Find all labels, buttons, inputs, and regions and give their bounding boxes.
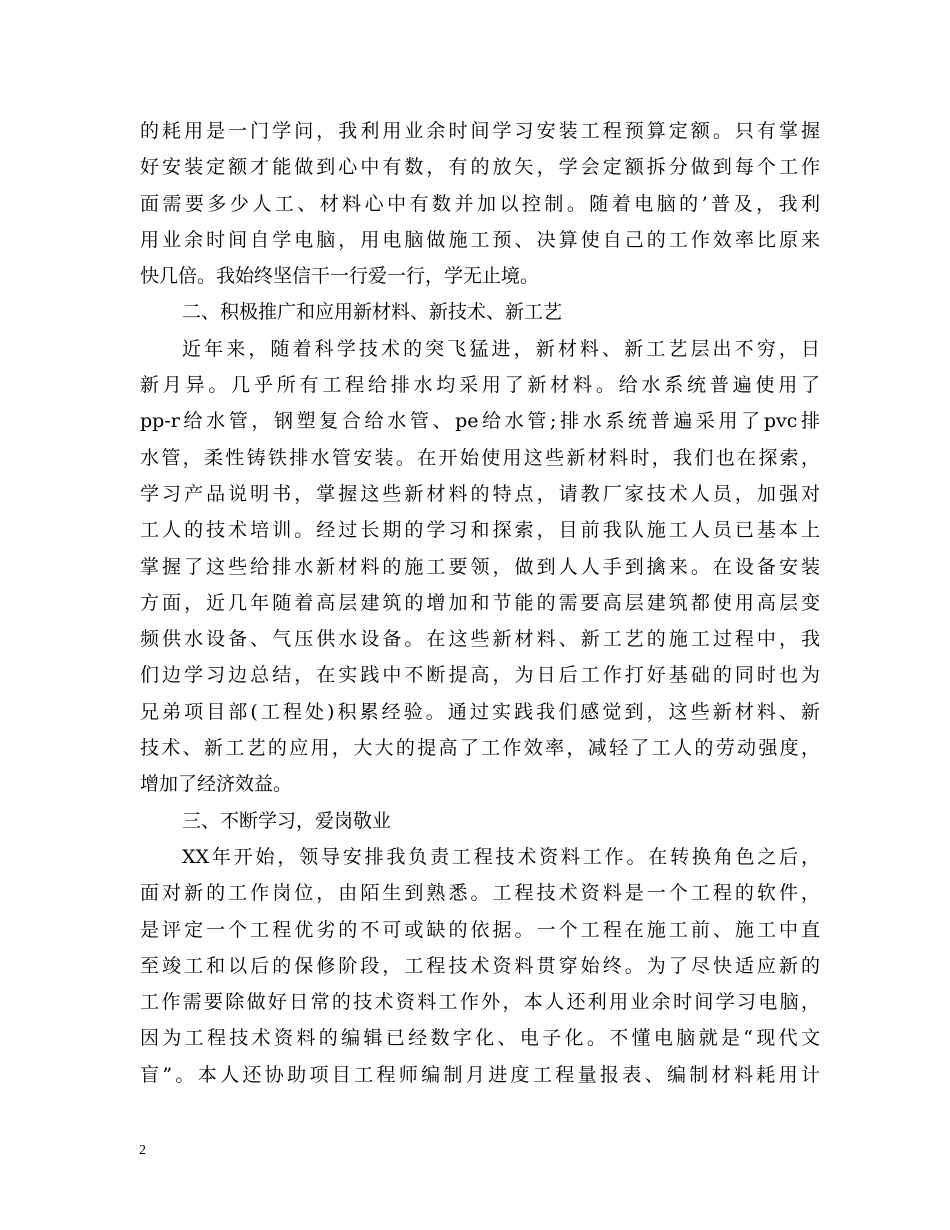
text-line: 频供水设备、气压供水设备。在这些新材料、新工艺的施工过程中，我 (140, 628, 820, 651)
text-line: 面需要多少人工、材料心中有数并加以控制。随着电脑的’普及，我利 (140, 192, 820, 215)
text-line: 学习产品说明书，掌握这些新材料的特点，请教厂家技术人员，加强对 (140, 482, 820, 505)
page-number: 2 (139, 1143, 146, 1158)
text-line: 用业余时间自学电脑，用电脑做施工预、决算使自己的工作效率比原来 (140, 228, 820, 251)
text-line: 的耗用是一门学问，我利用业余时间学习安装工程预算定额。只有掌握 (140, 120, 820, 142)
text-line: 是评定一个工程优劣的不可或缺的依据。一个工程在施工前、施工中直 (140, 918, 820, 941)
text-line: 新月异。几乎所有工程给排水均采用了新材料。给水系统普遍使用了 (140, 374, 820, 397)
text-line: 们边学习边总结，在实践中不断提高，为日后工作打好基础的同时也为 (140, 664, 820, 687)
text-line: 兄弟项目部(工程处)积累经验。通过实践我们感觉到，这些新材料、新 (140, 700, 820, 723)
text-line: 水管，柔性铸铁排水管安装。在开始使用这些新材料时，我们也在探索， (140, 446, 820, 469)
text-line: 至竣工和以后的保修阶段，工程技术资料贯穿始终。为了尽快适应新的 (140, 954, 820, 977)
text-line: 掌握了这些给排水新材料的施工要领，做到人人手到擒来。在设备安装 (140, 555, 820, 578)
text-line: 因为工程技术资料的编辑已经数字化、电子化。不懂电脑就是“现代文 (140, 1027, 820, 1050)
text-line: XX年开始，领导安排我负责工程技术资料工作。在转换角色之后， (182, 845, 820, 868)
text-line: 盲”。本人还协助项目工程师编制月进度工程量报表、编制材料耗用计 (140, 1063, 820, 1086)
text-line: 工人的技术培训。经过长期的学习和探索，目前我队施工人员已基本上 (140, 519, 820, 542)
text-line: 好安装定额才能做到心中有数，有的放矢，学会定额拆分做到每个工作 (140, 156, 820, 179)
text-line: 工作需要除做好日常的技术资料工作外，本人还利用业余时间学习电脑， (140, 991, 820, 1014)
text-line: 技术、新工艺的应用，大大的提高了工作效率，减轻了工人的劳动强度， (140, 737, 820, 760)
text-line: 增加了经济效益。 (140, 773, 293, 796)
section-heading: 二、积极推广和应用新材料、新技术、新工艺 (182, 301, 563, 324)
text-line: 面对新的工作岗位，由陌生到熟悉。工程技术资料是一个工程的软件， (140, 882, 820, 905)
text-line: 方面，近几年随着高层建筑的增加和节能的需要高层建筑都使用高层变 (140, 591, 820, 614)
text-line: pp-r给水管，钢塑复合给水管、pe给水管;排水系统普遍采用了pvc排 (140, 410, 820, 433)
text-line: 近年来，随着科学技术的突飞猛进，新材料、新工艺层出不穷，日 (182, 337, 820, 360)
text-line: 快几倍。我始终坚信干一行爱一行，学无止境。 (140, 265, 540, 288)
body-text (140, 113, 820, 1093)
section-heading: 三、不断学习，爱岗敬业 (182, 809, 392, 832)
